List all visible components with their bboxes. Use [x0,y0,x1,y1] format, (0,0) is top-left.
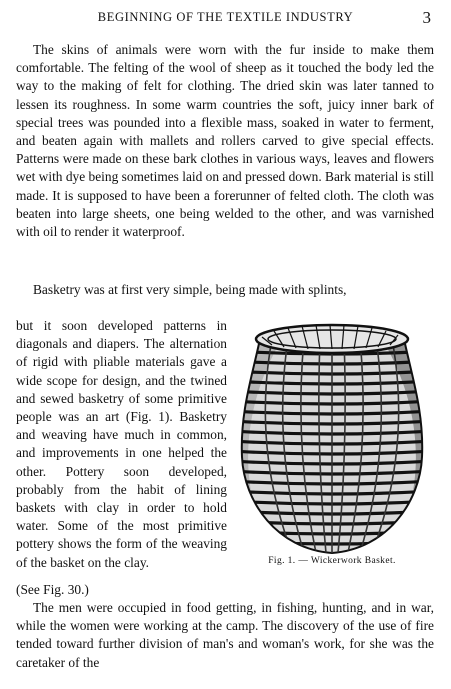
wickerwork-basket-illustration [232,317,432,557]
page-number: 3 [422,8,431,27]
page-header [0,8,451,30]
basketry-intro-line: Basketry was at first very simple, being made with splints, [33,282,347,297]
running-head: BEGINNING OF THE TEXTILE INDUSTRY [97,10,354,24]
paragraph-division-of-work: The men were occupied in food getting, in fishing, hunting, and in war, while the women were working at the camp. The discovery of the use of fire tended toward further division of man's and woman's work, for she was the caretaker of the [16,600,434,670]
figure-caption: Fig. 1. — Wickerwork Basket. [268,556,396,566]
paragraph-skins-and-bark: The skins of animals were worn with the fur inside to make them comfortable. The felting of the wool of sheep as it touched the body led the way to the making of felt for clothing. The dried skin was later tanned to lessen its roughness. In some warm countries the soft, juicy inner bark of special trees was pounded into a flexible mass, soaked in water to ferment, and beaten again with mallets and rollers carved to give special effects. Patterns were made on these bark clothes in various ways, leaves and flowers wet with dye being sometimes laid on and pressed down. Bark material is still made. It is supposed to have been a forerunner of felted cloth. The cloth was beaten into large sheets, one being welded to the other, and was varnished with oil to render it waterproof. [16,42,435,240]
wickerwork-basket-figure [232,317,432,557]
basketry-figure-reference: (See Fig. 30.) [16,582,89,597]
basketry-wrapped-text: but it soon developed patterns in diagonals and diapers. The alternation of rigid with pliable materials gave a wide scope for design, and the twined and sewed basketry of some primitive people was an art (Fig. 1). Basketry and weaving have much in common, and improvements in one helped the other. Pottery soon developed, probably from the habit of lining baskets with clay in order to hold water. Some of the most primitive pottery shows the form of the weaving of the basket on the clay. [16,318,227,570]
